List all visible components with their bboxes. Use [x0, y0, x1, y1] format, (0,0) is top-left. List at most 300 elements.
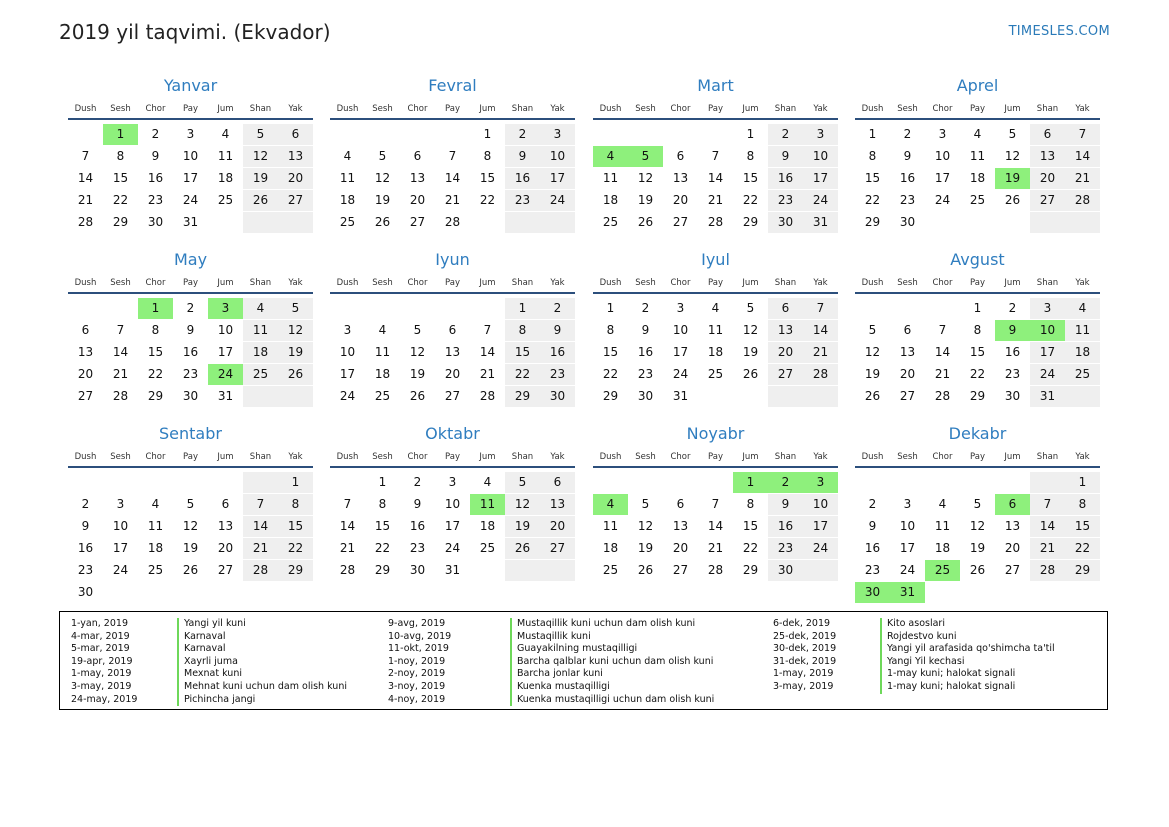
day-cell[interactable]: 30	[182, 389, 199, 403]
day-cell[interactable]: 4	[151, 497, 160, 511]
day-cell[interactable]: 31	[672, 389, 689, 403]
day-cell[interactable]: 29	[505, 386, 540, 407]
day-cell[interactable]: 19	[409, 367, 426, 381]
day-cell[interactable]: 15	[969, 345, 986, 359]
day-cell[interactable]: 10	[339, 345, 356, 359]
day-cell[interactable]: 17	[540, 168, 575, 189]
day-cell[interactable]: 12	[243, 146, 278, 167]
holiday-day-cell[interactable]: 11	[470, 494, 505, 515]
day-cell[interactable]: 15	[505, 342, 540, 363]
day-cell[interactable]: 20	[1004, 541, 1021, 555]
day-cell[interactable]: 18	[602, 541, 619, 555]
day-cell[interactable]: 2	[868, 497, 877, 511]
day-cell[interactable]: 28	[934, 389, 951, 403]
day-cell[interactable]: 15	[479, 171, 496, 185]
day-cell[interactable]: 20	[278, 168, 313, 189]
day-cell[interactable]: 13	[278, 146, 313, 167]
day-cell[interactable]: 11	[969, 149, 986, 163]
day-cell[interactable]: 20	[444, 367, 461, 381]
day-cell[interactable]: 27	[409, 215, 426, 229]
day-cell[interactable]: 22	[602, 367, 619, 381]
site-link[interactable]: TIMESLES.COM	[1008, 24, 1110, 39]
day-cell[interactable]: 9	[151, 149, 160, 163]
day-cell[interactable]: 11	[602, 519, 619, 533]
day-cell[interactable]: 13	[768, 320, 803, 341]
day-cell[interactable]: 21	[707, 193, 724, 207]
day-cell[interactable]: 8	[746, 497, 755, 511]
day-cell[interactable]: 14	[339, 519, 356, 533]
day-cell[interactable]: 24	[899, 563, 916, 577]
holiday-day-cell[interactable]: 3	[803, 472, 838, 493]
day-cell[interactable]: 17	[803, 516, 838, 537]
day-cell[interactable]: 4	[221, 127, 230, 141]
day-cell[interactable]: 25	[707, 367, 724, 381]
day-cell[interactable]: 25	[479, 541, 496, 555]
day-cell[interactable]: 3	[540, 124, 575, 145]
day-cell[interactable]: 7	[1065, 124, 1100, 145]
day-cell[interactable]: 17	[899, 541, 916, 555]
day-cell[interactable]: 30	[637, 389, 654, 403]
day-cell[interactable]: 30	[77, 585, 94, 599]
day-cell[interactable]: 27	[672, 215, 689, 229]
day-cell[interactable]: 1	[868, 127, 877, 141]
day-cell[interactable]: 27	[1004, 563, 1021, 577]
day-cell[interactable]: 24	[803, 190, 838, 211]
day-cell[interactable]: 14	[444, 171, 461, 185]
day-cell[interactable]: 23	[899, 193, 916, 207]
day-cell[interactable]: 26	[409, 389, 426, 403]
day-cell[interactable]: 21	[1065, 168, 1100, 189]
day-cell[interactable]: 13	[217, 519, 234, 533]
day-cell[interactable]: 2	[641, 301, 650, 315]
day-cell[interactable]: 26	[374, 215, 391, 229]
holiday-day-cell[interactable]: 19	[995, 168, 1030, 189]
day-cell[interactable]: 18	[934, 541, 951, 555]
day-cell[interactable]: 6	[676, 149, 685, 163]
day-cell[interactable]: 18	[243, 342, 278, 363]
day-cell[interactable]: 6	[413, 149, 422, 163]
day-cell[interactable]: 17	[444, 519, 461, 533]
day-cell[interactable]: 15	[278, 516, 313, 537]
day-cell[interactable]: 25	[217, 193, 234, 207]
day-cell[interactable]: 30	[540, 386, 575, 407]
day-cell[interactable]: 6	[903, 323, 912, 337]
day-cell[interactable]: 13	[409, 171, 426, 185]
day-cell[interactable]: 26	[637, 563, 654, 577]
day-cell[interactable]: 5	[868, 323, 877, 337]
day-cell[interactable]: 9	[641, 323, 650, 337]
day-cell[interactable]: 17	[672, 345, 689, 359]
day-cell[interactable]: 29	[742, 215, 759, 229]
day-cell[interactable]: 19	[243, 168, 278, 189]
day-cell[interactable]: 12	[409, 345, 426, 359]
day-cell[interactable]: 17	[803, 168, 838, 189]
day-cell[interactable]: 19	[864, 367, 881, 381]
day-cell[interactable]: 29	[1065, 560, 1100, 581]
day-cell[interactable]: 14	[243, 516, 278, 537]
day-cell[interactable]: 31	[1030, 386, 1065, 407]
day-cell[interactable]: 2	[768, 124, 803, 145]
day-cell[interactable]: 6	[1030, 124, 1065, 145]
day-cell[interactable]: 4	[1065, 298, 1100, 319]
day-cell[interactable]: 3	[116, 497, 125, 511]
day-cell[interactable]: 27	[278, 190, 313, 211]
day-cell[interactable]: 2	[903, 127, 912, 141]
day-cell[interactable]: 8	[505, 320, 540, 341]
day-cell[interactable]: 21	[707, 541, 724, 555]
day-cell[interactable]: 27	[540, 538, 575, 559]
day-cell[interactable]: 25	[602, 563, 619, 577]
day-cell[interactable]: 11	[243, 320, 278, 341]
day-cell[interactable]: 23	[768, 538, 803, 559]
day-cell[interactable]: 28	[1030, 560, 1065, 581]
day-cell[interactable]: 30	[147, 215, 164, 229]
day-cell[interactable]: 7	[711, 149, 720, 163]
day-cell[interactable]: 25	[602, 215, 619, 229]
day-cell[interactable]: 13	[1004, 519, 1021, 533]
day-cell[interactable]: 1	[606, 301, 615, 315]
day-cell[interactable]: 18	[969, 171, 986, 185]
day-cell[interactable]: 11	[1065, 320, 1100, 341]
day-cell[interactable]: 23	[637, 367, 654, 381]
day-cell[interactable]: 19	[742, 345, 759, 359]
day-cell[interactable]: 29	[602, 389, 619, 403]
day-cell[interactable]: 5	[413, 323, 422, 337]
day-cell[interactable]: 26	[969, 563, 986, 577]
day-cell[interactable]: 5	[746, 301, 755, 315]
day-cell[interactable]: 7	[803, 298, 838, 319]
day-cell[interactable]: 12	[969, 519, 986, 533]
day-cell[interactable]: 20	[899, 367, 916, 381]
day-cell[interactable]: 19	[182, 541, 199, 555]
day-cell[interactable]: 12	[742, 323, 759, 337]
day-cell[interactable]: 6	[221, 497, 230, 511]
day-cell[interactable]: 8	[278, 494, 313, 515]
holiday-day-cell[interactable]: 31	[890, 582, 925, 603]
day-cell[interactable]: 16	[768, 516, 803, 537]
day-cell[interactable]: 4	[483, 475, 492, 489]
day-cell[interactable]: 1	[278, 472, 313, 493]
day-cell[interactable]: 11	[707, 323, 724, 337]
day-cell[interactable]: 3	[676, 301, 685, 315]
day-cell[interactable]: 15	[602, 345, 619, 359]
day-cell[interactable]: 29	[864, 215, 881, 229]
day-cell[interactable]: 20	[540, 516, 575, 537]
day-cell[interactable]: 2	[151, 127, 160, 141]
day-cell[interactable]: 28	[1065, 190, 1100, 211]
day-cell[interactable]: 25	[339, 215, 356, 229]
day-cell[interactable]: 17	[112, 541, 129, 555]
day-cell[interactable]: 3	[448, 475, 457, 489]
day-cell[interactable]: 28	[339, 563, 356, 577]
day-cell[interactable]: 29	[742, 563, 759, 577]
day-cell[interactable]: 28	[707, 215, 724, 229]
day-cell[interactable]: 5	[278, 298, 313, 319]
day-cell[interactable]: 5	[1008, 127, 1017, 141]
day-cell[interactable]: 22	[742, 193, 759, 207]
holiday-day-cell[interactable]: 2	[768, 472, 803, 493]
day-cell[interactable]: 13	[77, 345, 94, 359]
holiday-day-cell[interactable]: 9	[995, 320, 1030, 341]
day-cell[interactable]: 13	[1030, 146, 1065, 167]
day-cell[interactable]: 7	[938, 323, 947, 337]
day-cell[interactable]: 8	[746, 149, 755, 163]
day-cell[interactable]: 17	[339, 367, 356, 381]
day-cell[interactable]: 20	[77, 367, 94, 381]
day-cell[interactable]: 10	[803, 494, 838, 515]
day-cell[interactable]: 21	[1030, 538, 1065, 559]
day-cell[interactable]: 20	[672, 193, 689, 207]
day-cell[interactable]: 24	[803, 538, 838, 559]
day-cell[interactable]: 3	[343, 323, 352, 337]
day-cell[interactable]: 22	[147, 367, 164, 381]
day-cell[interactable]: 29	[278, 560, 313, 581]
day-cell[interactable]: 27	[672, 563, 689, 577]
day-cell[interactable]: 8	[483, 149, 492, 163]
day-cell[interactable]: 25	[243, 364, 278, 385]
day-cell[interactable]: 17	[182, 171, 199, 185]
day-cell[interactable]: 30	[768, 212, 803, 233]
day-cell[interactable]: 6	[278, 124, 313, 145]
day-cell[interactable]: 30	[899, 215, 916, 229]
day-cell[interactable]: 28	[707, 563, 724, 577]
day-cell[interactable]: 11	[217, 149, 234, 163]
day-cell[interactable]: 16	[637, 345, 654, 359]
day-cell[interactable]: 2	[540, 298, 575, 319]
day-cell[interactable]: 19	[505, 516, 540, 537]
day-cell[interactable]: 7	[243, 494, 278, 515]
day-cell[interactable]: 14	[707, 519, 724, 533]
day-cell[interactable]: 4	[378, 323, 387, 337]
day-cell[interactable]: 14	[1030, 516, 1065, 537]
day-cell[interactable]: 7	[343, 497, 352, 511]
day-cell[interactable]: 28	[803, 364, 838, 385]
day-cell[interactable]: 27	[1030, 190, 1065, 211]
day-cell[interactable]: 21	[77, 193, 94, 207]
day-cell[interactable]: 20	[1030, 168, 1065, 189]
day-cell[interactable]: 11	[374, 345, 391, 359]
day-cell[interactable]: 24	[672, 367, 689, 381]
day-cell[interactable]: 22	[374, 541, 391, 555]
day-cell[interactable]: 11	[934, 519, 951, 533]
day-cell[interactable]: 9	[903, 149, 912, 163]
day-cell[interactable]: 27	[77, 389, 94, 403]
holiday-day-cell[interactable]: 30	[855, 582, 890, 603]
day-cell[interactable]: 16	[182, 345, 199, 359]
day-cell[interactable]: 23	[864, 563, 881, 577]
day-cell[interactable]: 9	[81, 519, 90, 533]
day-cell[interactable]: 21	[444, 193, 461, 207]
day-cell[interactable]: 31	[803, 212, 838, 233]
day-cell[interactable]: 13	[672, 519, 689, 533]
day-cell[interactable]: 21	[243, 538, 278, 559]
day-cell[interactable]: 10	[444, 497, 461, 511]
day-cell[interactable]: 21	[934, 367, 951, 381]
day-cell[interactable]: 18	[1065, 342, 1100, 363]
day-cell[interactable]: 25	[1065, 364, 1100, 385]
day-cell[interactable]: 28	[444, 215, 461, 229]
day-cell[interactable]: 2	[413, 475, 422, 489]
day-cell[interactable]: 20	[409, 193, 426, 207]
day-cell[interactable]: 6	[676, 497, 685, 511]
day-cell[interactable]: 22	[969, 367, 986, 381]
day-cell[interactable]: 23	[77, 563, 94, 577]
day-cell[interactable]: 14	[934, 345, 951, 359]
day-cell[interactable]: 11	[147, 519, 164, 533]
day-cell[interactable]: 30	[768, 560, 803, 581]
day-cell[interactable]: 31	[444, 563, 461, 577]
day-cell[interactable]: 19	[969, 541, 986, 555]
day-cell[interactable]: 9	[540, 320, 575, 341]
day-cell[interactable]: 23	[182, 367, 199, 381]
day-cell[interactable]: 3	[1030, 298, 1065, 319]
day-cell[interactable]: 5	[505, 472, 540, 493]
day-cell[interactable]: 22	[505, 364, 540, 385]
day-cell[interactable]: 28	[77, 215, 94, 229]
day-cell[interactable]: 16	[147, 171, 164, 185]
day-cell[interactable]: 26	[505, 538, 540, 559]
day-cell[interactable]: 25	[374, 389, 391, 403]
day-cell[interactable]: 18	[707, 345, 724, 359]
day-cell[interactable]: 3	[803, 124, 838, 145]
day-cell[interactable]: 22	[278, 538, 313, 559]
day-cell[interactable]: 9	[868, 519, 877, 533]
day-cell[interactable]: 10	[217, 323, 234, 337]
day-cell[interactable]: 13	[444, 345, 461, 359]
day-cell[interactable]: 7	[448, 149, 457, 163]
day-cell[interactable]: 15	[864, 171, 881, 185]
day-cell[interactable]: 4	[243, 298, 278, 319]
day-cell[interactable]: 6	[540, 472, 575, 493]
day-cell[interactable]: 26	[1004, 193, 1021, 207]
day-cell[interactable]: 24	[1030, 364, 1065, 385]
day-cell[interactable]: 24	[444, 541, 461, 555]
day-cell[interactable]: 19	[278, 342, 313, 363]
day-cell[interactable]: 12	[505, 494, 540, 515]
day-cell[interactable]: 27	[444, 389, 461, 403]
day-cell[interactable]: 27	[899, 389, 916, 403]
day-cell[interactable]: 14	[112, 345, 129, 359]
day-cell[interactable]: 26	[182, 563, 199, 577]
day-cell[interactable]: 1	[505, 298, 540, 319]
holiday-day-cell[interactable]: 5	[628, 146, 663, 167]
day-cell[interactable]: 26	[243, 190, 278, 211]
day-cell[interactable]: 16	[77, 541, 94, 555]
day-cell[interactable]: 26	[864, 389, 881, 403]
day-cell[interactable]: 21	[479, 367, 496, 381]
day-cell[interactable]: 13	[540, 494, 575, 515]
day-cell[interactable]: 12	[864, 345, 881, 359]
day-cell[interactable]: 12	[182, 519, 199, 533]
day-cell[interactable]: 20	[217, 541, 234, 555]
day-cell[interactable]: 8	[1065, 494, 1100, 515]
holiday-day-cell[interactable]: 1	[138, 298, 173, 319]
holiday-day-cell[interactable]: 4	[593, 494, 628, 515]
day-cell[interactable]: 17	[934, 171, 951, 185]
day-cell[interactable]: 5	[243, 124, 278, 145]
day-cell[interactable]: 22	[112, 193, 129, 207]
day-cell[interactable]: 11	[602, 171, 619, 185]
day-cell[interactable]: 16	[1004, 345, 1021, 359]
day-cell[interactable]: 7	[116, 323, 125, 337]
day-cell[interactable]: 16	[768, 168, 803, 189]
day-cell[interactable]: 15	[1065, 516, 1100, 537]
holiday-day-cell[interactable]: 25	[925, 560, 960, 581]
day-cell[interactable]: 17	[217, 345, 234, 359]
day-cell[interactable]: 10	[672, 323, 689, 337]
day-cell[interactable]: 21	[339, 541, 356, 555]
day-cell[interactable]: 29	[969, 389, 986, 403]
day-cell[interactable]: 18	[217, 171, 234, 185]
day-cell[interactable]: 9	[413, 497, 422, 511]
day-cell[interactable]: 24	[182, 193, 199, 207]
day-cell[interactable]: 15	[742, 171, 759, 185]
day-cell[interactable]: 3	[903, 497, 912, 511]
day-cell[interactable]: 1	[483, 127, 492, 141]
holiday-day-cell[interactable]: 6	[995, 494, 1030, 515]
day-cell[interactable]: 24	[112, 563, 129, 577]
day-cell[interactable]: 21	[112, 367, 129, 381]
day-cell[interactable]: 5	[186, 497, 195, 511]
day-cell[interactable]: 31	[217, 389, 234, 403]
day-cell[interactable]: 15	[112, 171, 129, 185]
day-cell[interactable]: 24	[934, 193, 951, 207]
day-cell[interactable]: 4	[343, 149, 352, 163]
day-cell[interactable]: 9	[768, 494, 803, 515]
day-cell[interactable]: 6	[81, 323, 90, 337]
day-cell[interactable]: 18	[147, 541, 164, 555]
day-cell[interactable]: 28	[243, 560, 278, 581]
day-cell[interactable]: 19	[374, 193, 391, 207]
day-cell[interactable]: 7	[81, 149, 90, 163]
day-cell[interactable]: 29	[374, 563, 391, 577]
day-cell[interactable]: 2	[1008, 301, 1017, 315]
holiday-day-cell[interactable]: 1	[103, 124, 138, 145]
day-cell[interactable]: 16	[899, 171, 916, 185]
day-cell[interactable]: 10	[803, 146, 838, 167]
day-cell[interactable]: 31	[182, 215, 199, 229]
day-cell[interactable]: 18	[602, 193, 619, 207]
holiday-day-cell[interactable]: 4	[593, 146, 628, 167]
day-cell[interactable]: 23	[768, 190, 803, 211]
day-cell[interactable]: 22	[1065, 538, 1100, 559]
holiday-day-cell[interactable]: 3	[208, 298, 243, 319]
day-cell[interactable]: 19	[637, 541, 654, 555]
day-cell[interactable]: 20	[672, 541, 689, 555]
day-cell[interactable]: 22	[742, 541, 759, 555]
day-cell[interactable]: 18	[339, 193, 356, 207]
day-cell[interactable]: 22	[864, 193, 881, 207]
day-cell[interactable]: 16	[864, 541, 881, 555]
day-cell[interactable]: 8	[606, 323, 615, 337]
day-cell[interactable]: 26	[637, 215, 654, 229]
day-cell[interactable]: 5	[378, 149, 387, 163]
day-cell[interactable]: 1	[378, 475, 387, 489]
day-cell[interactable]: 10	[540, 146, 575, 167]
day-cell[interactable]: 10	[934, 149, 951, 163]
day-cell[interactable]: 2	[505, 124, 540, 145]
day-cell[interactable]: 5	[641, 497, 650, 511]
day-cell[interactable]: 29	[147, 389, 164, 403]
day-cell[interactable]: 11	[339, 171, 356, 185]
day-cell[interactable]: 22	[479, 193, 496, 207]
day-cell[interactable]: 29	[112, 215, 129, 229]
day-cell[interactable]: 14	[479, 345, 496, 359]
day-cell[interactable]: 16	[409, 519, 426, 533]
holiday-day-cell[interactable]: 10	[1030, 320, 1065, 341]
day-cell[interactable]: 1	[746, 127, 755, 141]
day-cell[interactable]: 18	[479, 519, 496, 533]
